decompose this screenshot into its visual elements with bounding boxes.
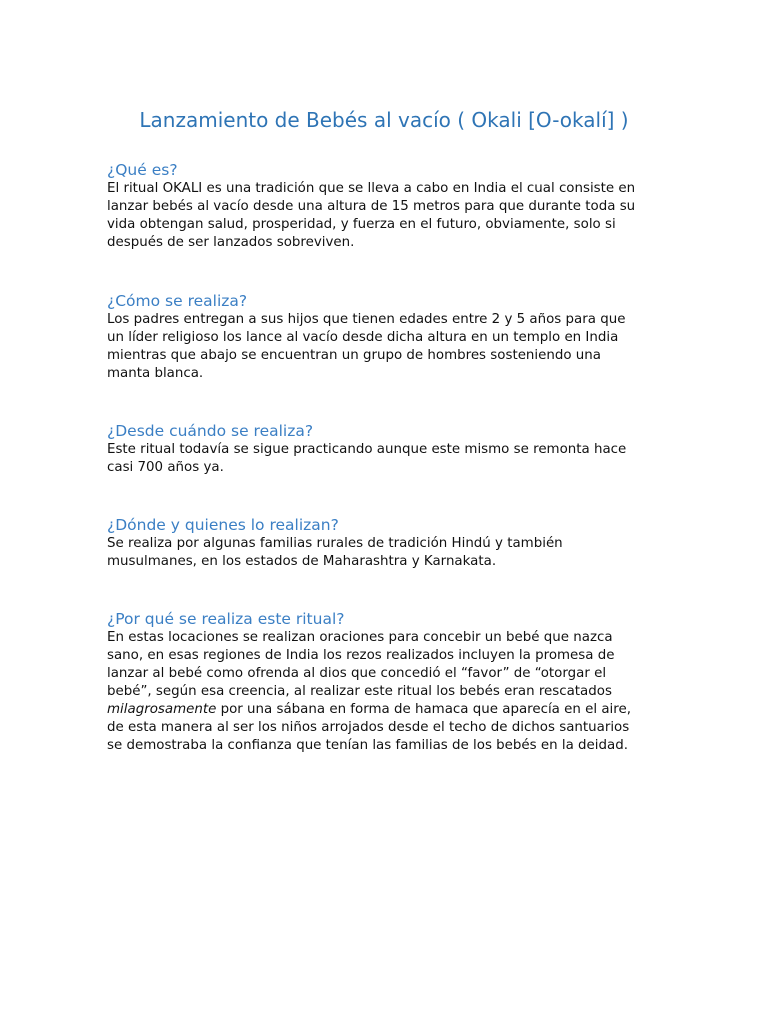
italic-word: milagrosamente (107, 702, 217, 717)
section-heading: ¿Qué es? (107, 161, 178, 179)
paragraph-line: vida obtengan salud, prosperidad, y fuerza en el futuro, obviamente, solo si (107, 217, 616, 232)
paragraph-line: lanzar al bebé como ofrenda al dios que concedió el “favor” de “otorgar el (107, 666, 607, 681)
section-paragraph (107, 629, 667, 755)
section-heading: ¿Por qué se realiza este ritual? (107, 610, 345, 628)
paragraph-line: sano, en esas regiones de India los rezos realizados incluyen la promesa de (107, 648, 615, 663)
paragraph-line: musulmanes, en los estados de Maharashtra y Karnakata. (107, 554, 497, 569)
section-heading: ¿Dónde y quienes lo realizan? (107, 516, 339, 534)
paragraph-line: Los padres entregan a sus hijos que tienen edades entre 2 y 5 años para que (107, 312, 626, 327)
paragraph-line: Este ritual todavía se sigue practicando aunque este mismo se remonta hace (107, 442, 627, 457)
section-heading: ¿Desde cuándo se realiza? (107, 422, 314, 440)
paragraph-line: después de ser lanzados sobreviven. (107, 235, 355, 250)
section-por-que (107, 609, 667, 755)
paragraph-line: El ritual OKALI es una tradición que se lleva a cabo en India el cual consiste en (107, 181, 636, 196)
line-rest: por una sábana en forma de hamaca que aparecía en el aire, (216, 702, 631, 717)
paragraph-line: casi 700 años ya. (107, 460, 224, 475)
section-desde-cuando (107, 421, 667, 477)
paragraph-line: un líder religioso los lance al vacío desde dicha altura en un templo en India (107, 330, 619, 345)
section-donde-y-quienes (107, 515, 667, 571)
section-paragraph (107, 180, 667, 252)
section-como-se-realiza (107, 291, 667, 383)
section-paragraph (107, 441, 667, 477)
paragraph-line: de esta manera al ser los niños arrojados desde el techo de dichos santuarios (107, 720, 630, 735)
paragraph-line: bebé”, según esa creencia, al realizar este ritual los bebés eran rescatados (107, 684, 612, 699)
paragraph-line: lanzar bebés al vacío desde una altura de 15 metros para que durante toda su (107, 199, 636, 214)
paragraph-line-mixed (107, 701, 667, 719)
section-paragraph (107, 535, 667, 571)
section-paragraph (107, 311, 667, 383)
paragraph-line: mientras que abajo se encuentran un grupo de hombres sosteniendo una (107, 348, 601, 363)
document-title: Lanzamiento de Bebés al vacío ( Okali [O-okalí] ) (139, 108, 629, 132)
section-heading: ¿Cómo se realiza? (107, 292, 248, 310)
paragraph-line: se demostraba la confianza que tenían las familias de los bebés en la deidad. (107, 738, 628, 753)
paragraph-line: En estas locaciones se realizan oraciones para concebir un bebé que nazca (107, 630, 613, 645)
section-que-es (107, 160, 667, 252)
paragraph-line: Se realiza por algunas familias rurales de tradición Hindú y también (107, 536, 563, 551)
paragraph-line: manta blanca. (107, 366, 204, 381)
